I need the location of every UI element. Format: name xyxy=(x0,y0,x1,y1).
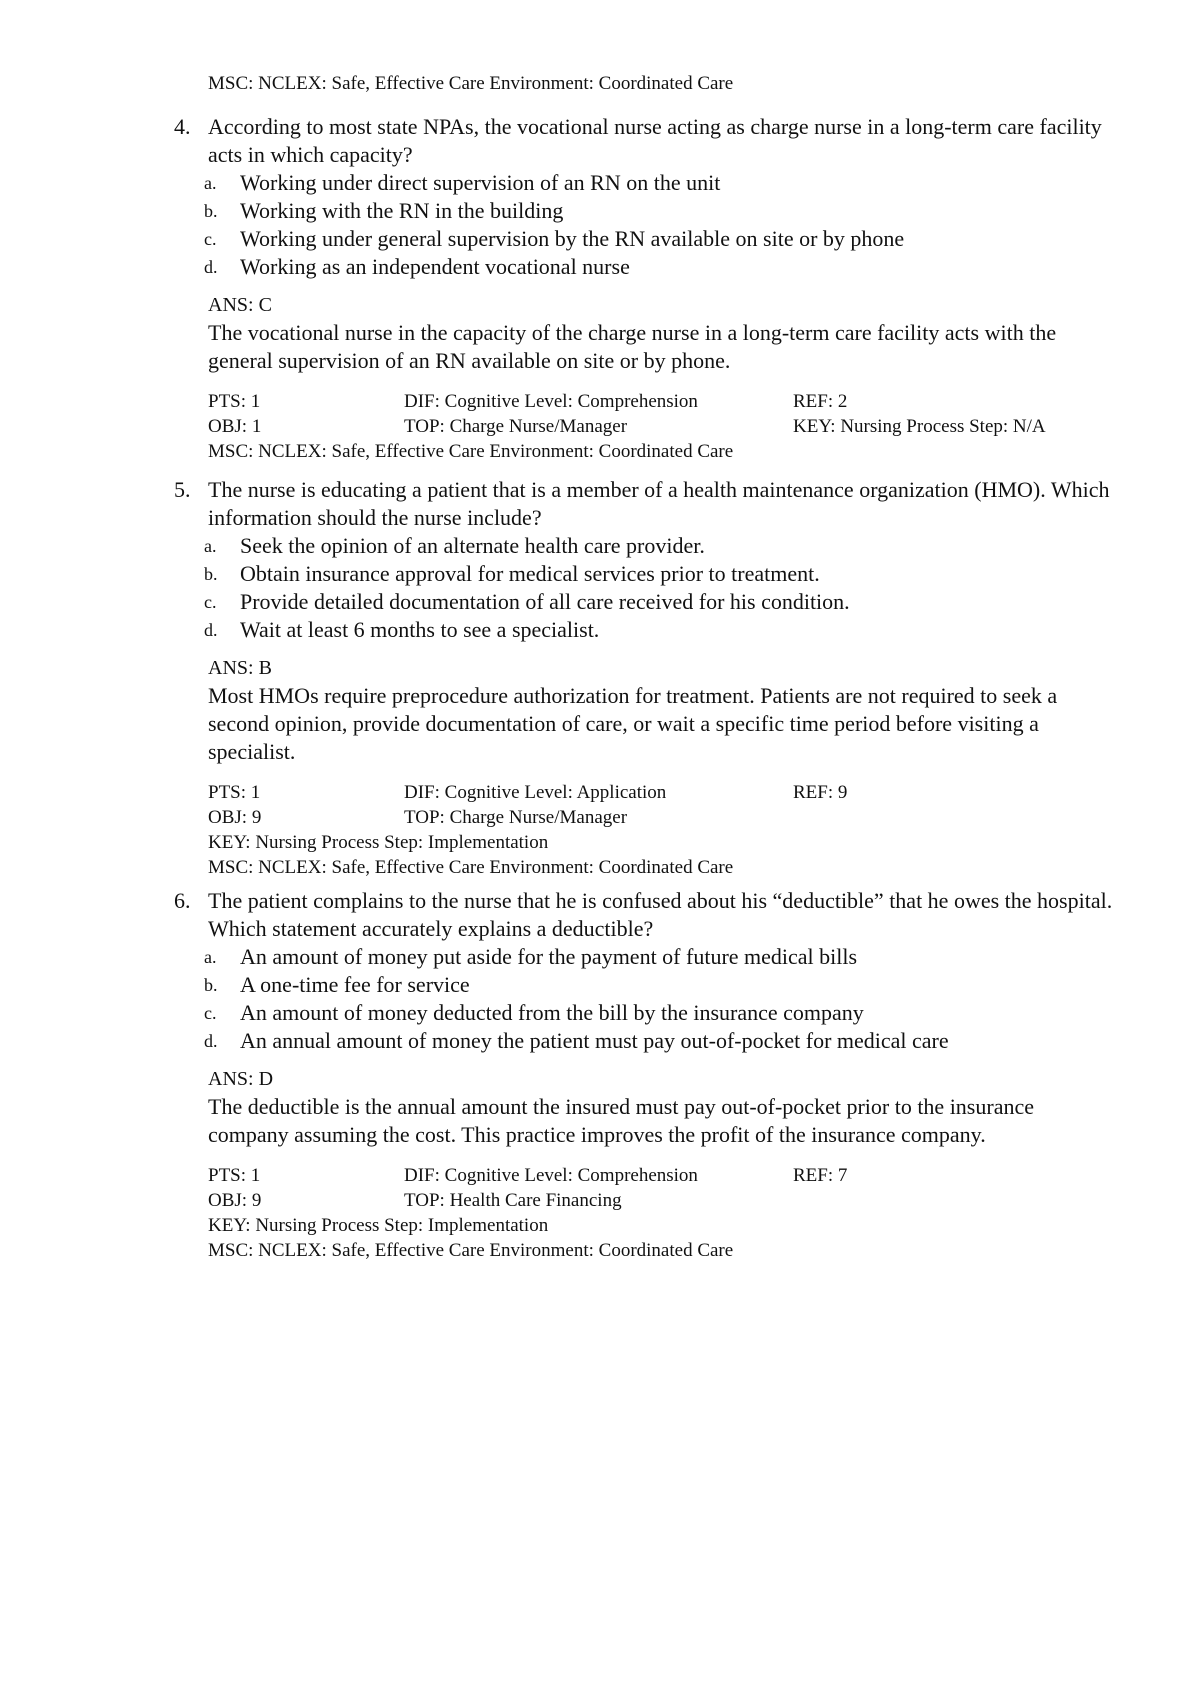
option-text: Working as an independent vocational nurse xyxy=(240,254,630,279)
meta-row xyxy=(208,1238,1120,1263)
option-a xyxy=(160,169,1120,197)
rationale-text: Most HMOs require preprocedure authorization for treatment. Patients are not required to seek a second opinion, provide documentation of care, or wait a specific time period before visiting a specialist. xyxy=(208,683,1058,764)
question-stem xyxy=(160,113,1120,169)
option-d xyxy=(160,616,1120,644)
points: PTS: 1 xyxy=(208,782,261,803)
difficulty: DIF: Cognitive Level: Application xyxy=(404,782,667,803)
question-number: 5. xyxy=(174,477,191,502)
question-stem xyxy=(160,887,1120,943)
objective: OBJ: 1 xyxy=(208,416,262,437)
question-text: The patient complains to the nurse that he is confused about his “deductible” that he owes the hospital. Which statement accurately explains a deductible? xyxy=(208,888,1113,941)
question-metadata xyxy=(160,780,1120,880)
meta-row xyxy=(208,439,1120,464)
topic: TOP: Charge Nurse/Manager xyxy=(404,807,628,828)
meta-row xyxy=(208,1188,1120,1213)
meta-row xyxy=(208,1163,1120,1188)
option-c xyxy=(160,588,1120,616)
option-text: An amount of money deducted from the bill by the insurance company xyxy=(240,1000,864,1025)
reference: REF: 7 xyxy=(793,1165,848,1186)
answer-key: ANS: D xyxy=(208,1068,274,1090)
meta-row xyxy=(208,805,1120,830)
question-metadata xyxy=(160,389,1120,464)
option-text: Seek the opinion of an alternate health care provider. xyxy=(240,533,705,558)
option-text: Provide detailed documentation of all care received for his condition. xyxy=(240,589,850,614)
option-letter: d. xyxy=(204,257,218,277)
meta-row xyxy=(208,780,1120,805)
option-letter: a. xyxy=(204,536,217,556)
objective: OBJ: 9 xyxy=(208,807,262,828)
option-letter: c. xyxy=(204,1003,217,1023)
question-5 xyxy=(160,476,1120,880)
option-text: Working under general supervision by the RN available on site or by phone xyxy=(240,226,905,251)
option-letter: a. xyxy=(204,173,217,193)
option-text: An annual amount of money the patient must pay out-of-pocket for medical care xyxy=(240,1028,949,1053)
answer-options xyxy=(160,169,1120,281)
option-letter: d. xyxy=(204,1031,218,1051)
option-letter: c. xyxy=(204,229,217,249)
option-b xyxy=(160,971,1120,999)
topic: TOP: Charge Nurse/Manager xyxy=(404,416,628,437)
points: PTS: 1 xyxy=(208,391,261,412)
msc-category: MSC: NCLEX: Safe, Effective Care Environment: Coordinated Care xyxy=(208,857,734,878)
answer-key: ANS: C xyxy=(208,294,272,316)
key-nursing-process: KEY: Nursing Process Step: Implementation xyxy=(208,1215,549,1236)
meta-row xyxy=(208,830,1120,855)
question-4 xyxy=(160,113,1120,464)
topic: TOP: Health Care Financing xyxy=(404,1190,622,1211)
objective: OBJ: 9 xyxy=(208,1190,262,1211)
msc-category: MSC: NCLEX: Safe, Effective Care Environment: Coordinated Care xyxy=(208,441,734,462)
question-number: 6. xyxy=(174,888,191,913)
option-letter: c. xyxy=(204,592,217,612)
difficulty: DIF: Cognitive Level: Comprehension xyxy=(404,391,698,412)
answer-options xyxy=(160,532,1120,644)
reference: REF: 9 xyxy=(793,782,848,803)
points: PTS: 1 xyxy=(208,1165,261,1186)
option-text: Obtain insurance approval for medical services prior to treatment. xyxy=(240,561,820,586)
key-nursing-process: KEY: Nursing Process Step: N/A xyxy=(793,416,1046,437)
answer-key: ANS: B xyxy=(208,657,272,679)
question-metadata xyxy=(160,1163,1120,1263)
answer-options xyxy=(160,943,1120,1055)
question-text: The nurse is educating a patient that is a member of a health maintenance organization (HMO). Which information should the nurse include? xyxy=(208,477,1110,530)
difficulty: DIF: Cognitive Level: Comprehension xyxy=(404,1165,698,1186)
meta-row xyxy=(208,1213,1120,1238)
option-text: An amount of money put aside for the payment of future medical bills xyxy=(240,944,858,969)
option-letter: b. xyxy=(204,564,218,584)
option-d xyxy=(160,253,1120,281)
key-nursing-process: KEY: Nursing Process Step: Implementation xyxy=(208,832,549,853)
reference: REF: 2 xyxy=(793,391,848,412)
option-text: A one-time fee for service xyxy=(240,972,470,997)
option-letter: b. xyxy=(204,975,218,995)
question-number: 4. xyxy=(174,114,191,139)
option-letter: a. xyxy=(204,947,217,967)
option-b xyxy=(160,197,1120,225)
rationale-text: The vocational nurse in the capacity of the charge nurse in a long-term care facility acts with the general supervision of an RN available on site or by phone. xyxy=(208,320,1057,373)
option-d xyxy=(160,1027,1120,1055)
option-c xyxy=(160,999,1120,1027)
question-6 xyxy=(160,887,1120,1263)
option-c xyxy=(160,225,1120,253)
previous-question-msc: MSC: NCLEX: Safe, Effective Care Environment: Coordinated Care xyxy=(208,73,734,94)
msc-category: MSC: NCLEX: Safe, Effective Care Environment: Coordinated Care xyxy=(208,1240,734,1261)
option-b xyxy=(160,560,1120,588)
option-a xyxy=(160,943,1120,971)
rationale-text: The deductible is the annual amount the insured must pay out-of-pocket prior to the insurance company assuming the cost. This practice improves the profit of the insurance company. xyxy=(208,1094,1034,1147)
option-text: Working with the RN in the building xyxy=(240,198,564,223)
meta-row xyxy=(208,414,1120,439)
meta-row xyxy=(208,389,1120,414)
question-stem xyxy=(160,476,1120,532)
option-text: Wait at least 6 months to see a specialist. xyxy=(240,617,600,642)
question-text: According to most state NPAs, the vocational nurse acting as charge nurse in a long-term care facility acts in which capacity? xyxy=(208,114,1102,167)
option-letter: d. xyxy=(204,620,218,640)
option-a xyxy=(160,532,1120,560)
option-letter: b. xyxy=(204,201,218,221)
meta-row xyxy=(208,855,1120,880)
option-text: Working under direct supervision of an RN on the unit xyxy=(240,170,721,195)
